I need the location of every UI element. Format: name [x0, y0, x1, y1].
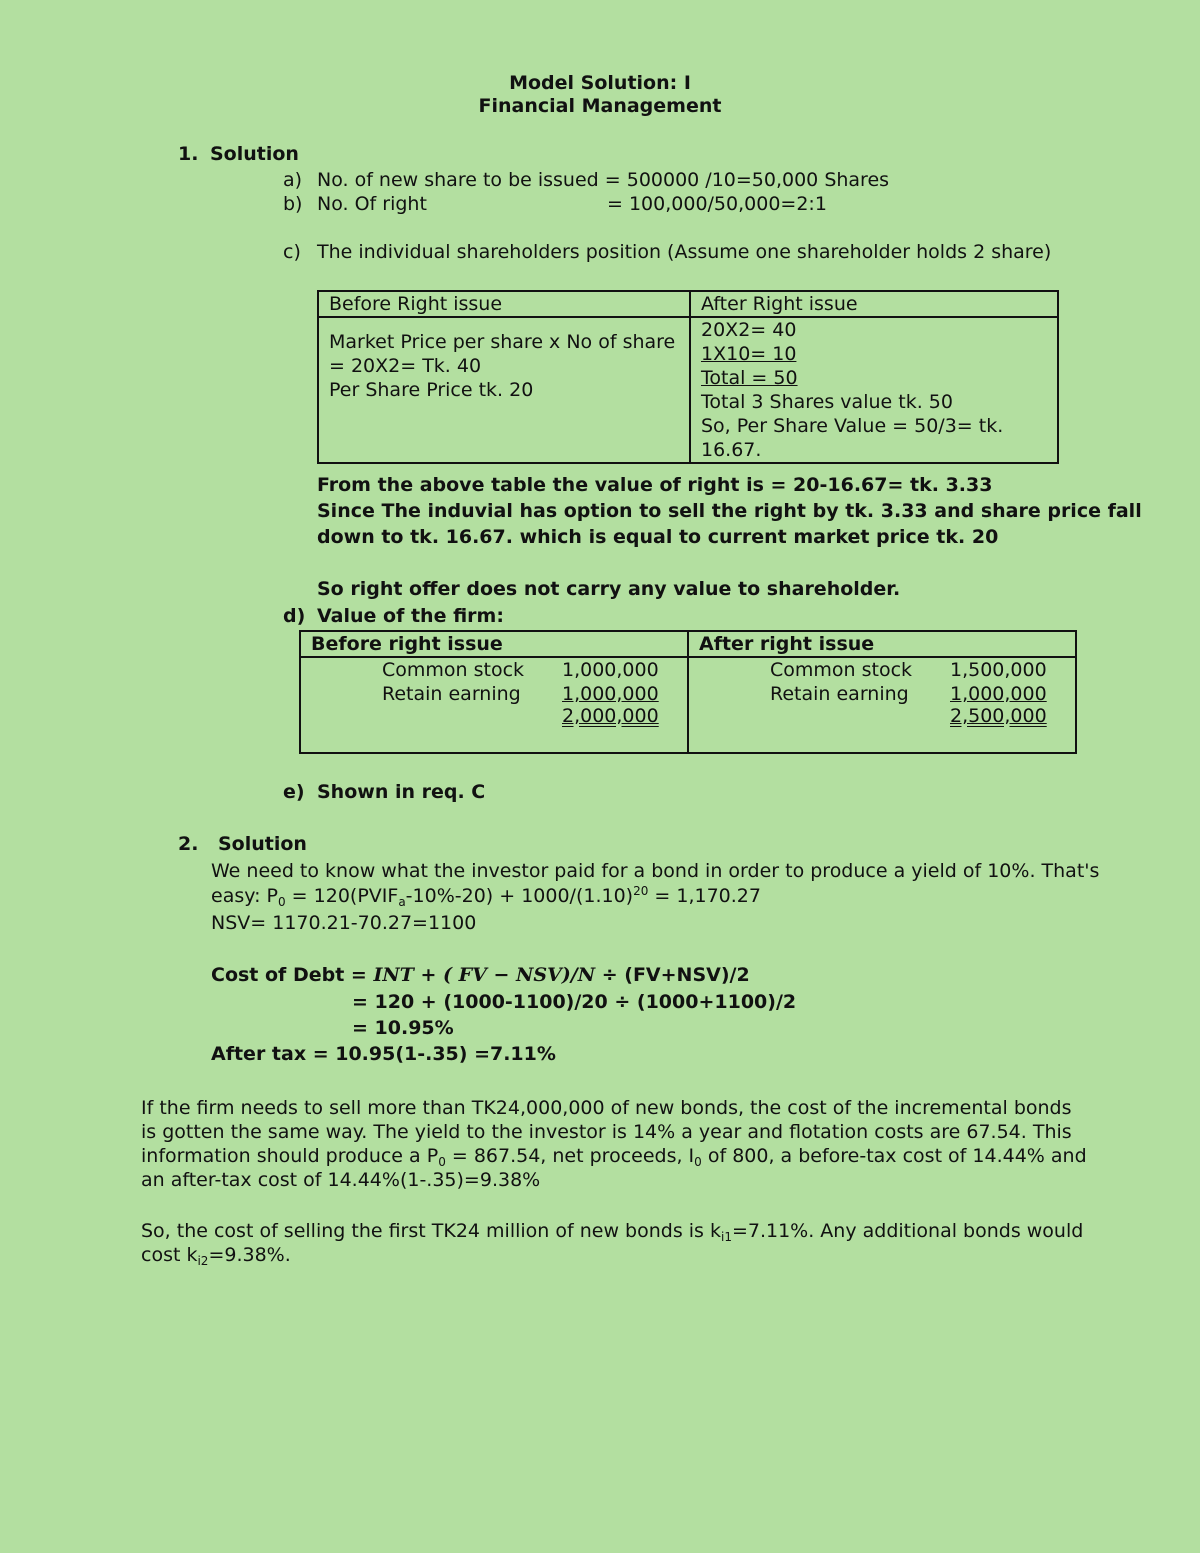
table1-before-cell	[318, 317, 690, 463]
table1-after-line: Total 3 Shares value tk. 50	[701, 391, 953, 413]
q1-e-text: Shown in req. C	[317, 781, 486, 803]
conclusion-line: down to tk. 16.67. which is equal to current market price tk. 20	[317, 526, 999, 548]
common-stock-label: Common stock	[382, 659, 525, 681]
paragraph-line: cost $k_{i2}=9.38\%$.	[141, 1244, 291, 1268]
paragraph-line: If the firm needs to sell more than TK24,000,000 of new bonds, the cost of the incremental bonds	[141, 1097, 1072, 1119]
cost-of-debt-result: = 10.95%	[352, 1017, 454, 1039]
q1-b-left: No. Of right	[317, 193, 427, 215]
q1-a-label: a)	[283, 169, 303, 191]
table2-before-cell	[300, 657, 688, 753]
paragraph-line: information should produce a $P_0 = 867.54$, net proceeds, $I_0$ of 800, a before-tax cost of 14.44% and	[141, 1145, 1087, 1169]
table1-head-before: Before Right issue	[318, 291, 690, 317]
before-total-value: 2,000,000	[562, 705, 659, 727]
before-retain-value: 1,000,000	[562, 683, 659, 705]
table1-before-line: Market Price per share x No of share	[329, 331, 676, 353]
paragraph-line: So, the cost of selling the first TK24 million of new bonds is $k_{i1}=7.11\%$. Any additional bonds would	[141, 1220, 1084, 1244]
after-common-value: 1,500,000	[950, 659, 1047, 681]
retain-earning-label: Retain earning	[382, 683, 521, 705]
cost-of-debt-step: = 120 + (1000-1100)/20 ÷ (1000+1100)/2	[352, 991, 797, 1013]
firm-value-table	[299, 630, 1077, 754]
table2-head-before: Before right issue	[300, 631, 688, 657]
q1-d-label: d)	[283, 605, 306, 627]
no-value-statement: So right offer does not carry any value to shareholder.	[317, 578, 901, 600]
q1-d-text: Value of the firm:	[317, 605, 504, 627]
q1-e-label: e)	[283, 781, 305, 803]
paragraph-line: an after-tax cost of 14.44%(1-.35)=9.38%	[141, 1169, 541, 1191]
q2-heading: Solution	[218, 833, 307, 855]
table1-before-line: = 20X2= Tk. 40	[329, 355, 482, 377]
right-issue-table	[317, 290, 1059, 464]
table1-before-line: Per Share Price tk. 20	[329, 379, 534, 401]
table1-head-after: After Right issue	[690, 291, 1058, 317]
q1-a-text: No. of new share to be issued = 500000 /10=50,000 Shares	[317, 169, 890, 191]
table1-after-line: So, Per Share Value = 50/3= tk. 16.67.	[701, 415, 1004, 461]
after-retain-value: 1,000,000	[950, 683, 1047, 705]
after-total-value: 2,500,000	[950, 705, 1047, 727]
before-common-value: 1,000,000	[562, 659, 659, 681]
common-stock-label: Common stock	[770, 659, 913, 681]
retain-earning-label: Retain earning	[770, 683, 909, 705]
q2-text-line: We need to know what the investor paid for a bond in order to produce a yield of 10%. That's	[211, 860, 1100, 882]
cost-of-debt-formula: INT + ( FV − NSV)/N	[373, 964, 596, 986]
table1-after-cell	[690, 317, 1058, 463]
conclusion-line: From the above table the value of right is = 20-16.67= tk. 3.33	[317, 474, 993, 496]
document-title: Model Solution: I	[509, 72, 691, 94]
q1-number: 1.	[178, 143, 199, 165]
q1-b-label: b)	[283, 193, 303, 215]
q1-c-text: The individual shareholders position (Assume one shareholder holds 2 share)	[317, 241, 1052, 263]
document-subtitle: Financial Management	[478, 95, 722, 117]
cost-of-debt-line: Cost of Debt = INT + ( FV − NSV)/N ÷ (FV+NSV)/2	[211, 964, 750, 986]
q1-heading: Solution	[210, 143, 299, 165]
nsv-line: NSV= 1170.21-70.27=1100	[211, 912, 477, 934]
q2-price-line: easy: $P_0$ = $120(PVIF_a-10\%-20) + 1000/(1.10)^{20} = 1,170.27$	[211, 884, 761, 909]
after-tax-line: After tax = 10.95(1-.35) =7.11%	[211, 1043, 556, 1065]
table1-after-line: 1X10= 10	[701, 343, 797, 365]
q1-c-label: c)	[283, 241, 301, 263]
q2-number: 2.	[178, 833, 199, 855]
conclusion-line: Since The induvial has option to sell the right by tk. 3.33 and share price fall	[317, 500, 1142, 522]
q1-b-right: = 100,000/50,000=2:1	[607, 193, 827, 215]
table2-head-after: After right issue	[688, 631, 1076, 657]
paragraph-line: is gotten the same way. The yield to the investor is 14% a year and flotation costs are 67.54. This	[141, 1121, 1072, 1143]
table1-after-line: 20X2= 40	[701, 319, 797, 341]
table1-after-line: Total = 50	[701, 367, 798, 389]
table2-after-cell	[688, 657, 1076, 753]
